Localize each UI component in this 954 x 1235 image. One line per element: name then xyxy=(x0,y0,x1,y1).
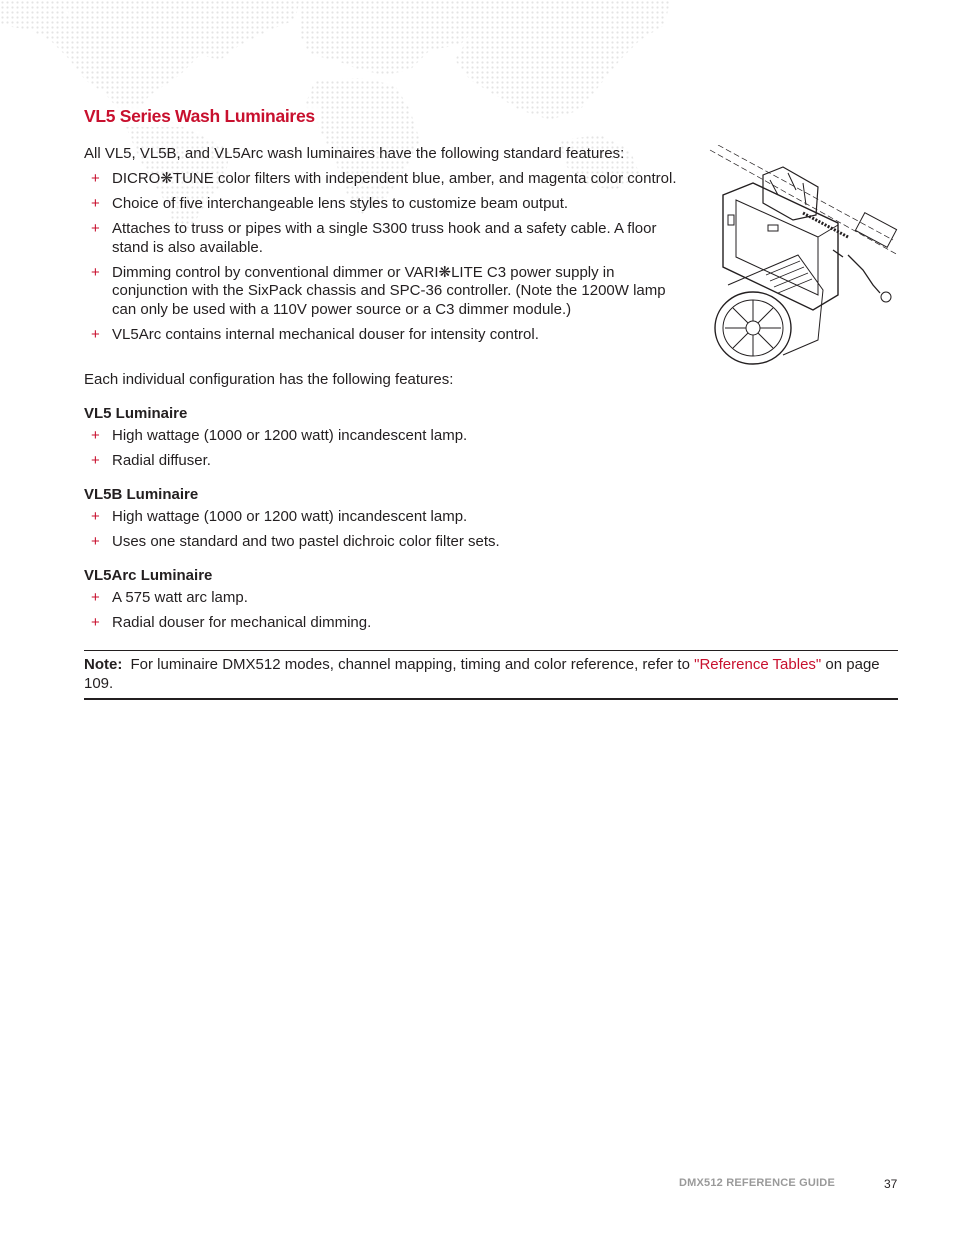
list-item: + Uses one standard and two pastel dichroic color filter sets. xyxy=(91,533,500,550)
vl5arc-heading: VL5Arc Luminaire xyxy=(84,567,213,584)
plus-bullet-icon: + xyxy=(91,170,100,187)
list-item: + Attaches to truss or pipes with a single S300 truss hook and a safety cable. A floor stand is also available. xyxy=(91,220,657,256)
plus-bullet-icon: + xyxy=(91,325,100,343)
plus-bullet-icon: + xyxy=(91,614,100,631)
plus-bullet-icon: + xyxy=(91,427,100,444)
list-item: + Radial diffuser. xyxy=(91,452,211,469)
plus-bullet-icon: + xyxy=(91,589,100,606)
list-item: + High wattage (1000 or 1200 watt) incandescent lamp. xyxy=(91,508,468,525)
plus-bullet-icon: + xyxy=(91,220,100,237)
note-page-reference: on page 109. xyxy=(84,656,880,692)
list-item: + DICRO❋TUNE color filters with independent blue, amber, and magenta color control. xyxy=(91,170,677,187)
each-configuration-paragraph: Each individual configuration has the following features: xyxy=(84,371,454,388)
plus-bullet-icon: + xyxy=(91,452,100,469)
plus-bullet-icon: + xyxy=(91,263,100,281)
reference-tables-link[interactable]: "Reference Tables" xyxy=(694,656,822,673)
list-item: + Choice of five interchangeable lens styles to customize beam output. xyxy=(91,195,569,212)
list-item: + VL5Arc contains internal mechanical douser for intensity control. xyxy=(91,325,539,343)
vl5b-heading: VL5B Luminaire xyxy=(84,486,199,503)
footer-guide-title: DMX512 REFERENCE GUIDE xyxy=(679,1177,835,1189)
note-box xyxy=(84,650,898,700)
list-item: + High wattage (1000 or 1200 watt) incandescent lamp. xyxy=(91,427,468,444)
vl5-features-list xyxy=(84,427,784,477)
vl5arc-features-list xyxy=(84,589,784,639)
list-item: + Radial douser for mechanical dimming. xyxy=(91,614,372,631)
list-item: + Dimming control by conventional dimmer or VARI❋LITE C3 power supply in conjunction with the SixPack chassis and SPC-36 controller. (Note the 1200W lamp can only be used with a 110V power source or a C3 dimmer module.) xyxy=(91,263,666,318)
vl5-luminaire-illustration xyxy=(708,145,898,365)
plus-bullet-icon: + xyxy=(91,508,100,525)
plus-bullet-icon: + xyxy=(91,195,100,212)
list-item: + A 575 watt arc lamp. xyxy=(91,589,248,606)
vl5-heading: VL5 Luminaire xyxy=(84,405,188,422)
plus-bullet-icon: + xyxy=(91,533,100,550)
section-title: VL5 Series Wash Luminaires xyxy=(84,106,319,127)
vl5b-features-list xyxy=(84,508,784,558)
note-label: Note: xyxy=(84,656,123,673)
intro-paragraph: All VL5, VL5B, and VL5Arc wash luminaires have the following standard features: xyxy=(84,145,625,162)
note-text: For luminaire DMX512 modes, channel mapping, timing and color reference, refer to xyxy=(130,656,690,673)
page-number: 37 xyxy=(884,1177,898,1191)
standard-features-list xyxy=(84,170,684,351)
